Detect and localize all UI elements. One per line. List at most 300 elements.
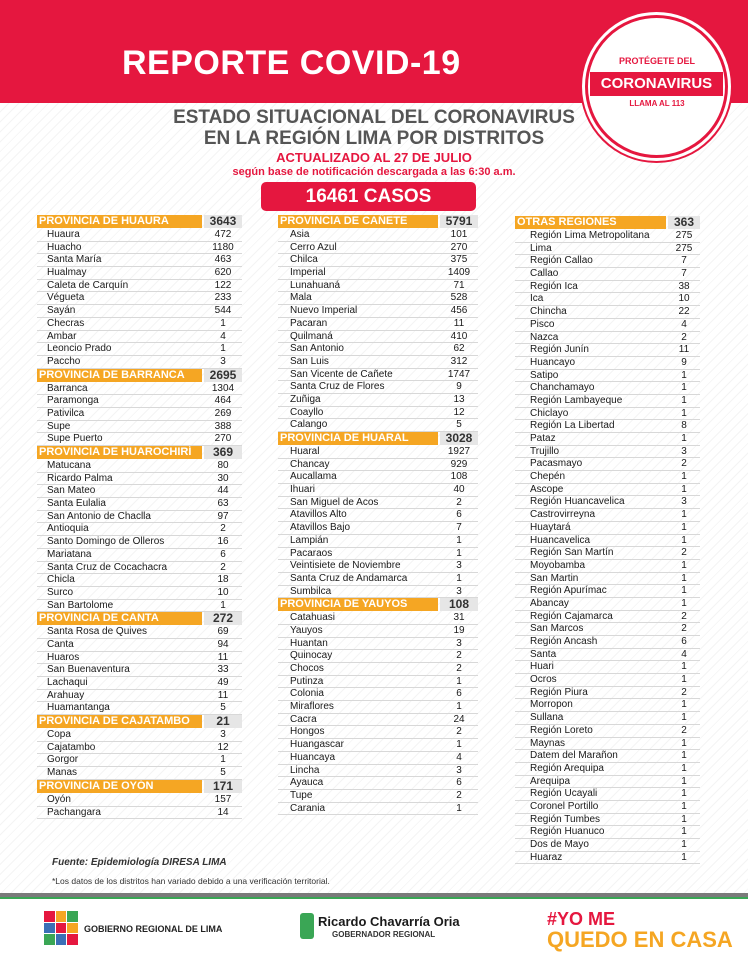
- district-cases: 2: [681, 458, 687, 470]
- district-name: Huaral: [290, 446, 320, 457]
- district-name: Abancay: [530, 597, 569, 609]
- district-name: Región La Libertad: [530, 420, 615, 432]
- district-cases: 3: [220, 355, 226, 367]
- district-cases: 1: [681, 369, 687, 381]
- district-cases: 375: [450, 254, 468, 266]
- district-name: Ica: [530, 293, 544, 305]
- table-row: [515, 598, 700, 611]
- table-row: [37, 794, 242, 807]
- table-row: [515, 738, 700, 751]
- district-cases: 1: [681, 597, 687, 609]
- table-row: [515, 585, 700, 598]
- table-row: [37, 343, 242, 356]
- district-name: Castrovirreyna: [530, 509, 596, 521]
- district-name: Supe: [47, 420, 71, 432]
- table-row: [278, 663, 478, 676]
- district-cases: 33: [217, 664, 229, 676]
- district-name: Oyón: [47, 793, 71, 805]
- table-row: [37, 549, 242, 562]
- district-name: Región Tumbes: [530, 813, 601, 825]
- district-name: Región Ucayali: [530, 788, 598, 800]
- badge-bottom-text: LLAMA AL 113: [629, 99, 685, 108]
- district-name: Ambar: [47, 330, 77, 342]
- table-row: [37, 702, 242, 715]
- table-row: [278, 586, 478, 599]
- table-row: [37, 600, 242, 613]
- district-cases: 275: [675, 230, 693, 241]
- district-name: Huangascar: [290, 739, 344, 751]
- district-name: Región Ancash: [530, 636, 598, 647]
- district-cases: 157: [214, 793, 232, 805]
- table-row: [278, 688, 478, 701]
- district-cases: 1: [681, 737, 687, 749]
- district-name: Santa Eulalia: [47, 498, 106, 510]
- table-row: [278, 560, 478, 573]
- table-row: [278, 459, 478, 472]
- table-row: [278, 573, 478, 586]
- province-name: PROVINCIA DE OYÓN: [37, 780, 202, 793]
- district-cases: 1: [456, 701, 462, 713]
- district-cases: 5: [456, 419, 462, 431]
- table-row: [278, 625, 478, 638]
- governor-name: Ricardo Chavarría Oria: [318, 914, 460, 929]
- table-row: [37, 331, 242, 344]
- district-name: Chicla: [47, 574, 75, 586]
- district-cases: 40: [453, 484, 465, 496]
- table-row: [37, 767, 242, 780]
- district-name: Santa: [530, 648, 557, 660]
- district-name: San Buenaventura: [47, 664, 130, 676]
- table-row: [515, 395, 700, 408]
- district-cases: 2: [681, 686, 687, 698]
- table-row: [37, 652, 242, 665]
- table-row: [515, 674, 700, 687]
- district-cases: 11: [217, 689, 229, 701]
- slogan-line-1: #YO ME: [547, 909, 616, 929]
- table-row: [278, 803, 478, 816]
- table-row: [515, 458, 700, 471]
- district-cases: 2: [220, 523, 226, 535]
- district-name: Huaytará: [530, 521, 571, 533]
- table-row: [37, 498, 242, 511]
- table-row: [37, 677, 242, 690]
- table-row: [515, 712, 700, 725]
- district-cases: 3: [456, 764, 462, 776]
- report-title: REPORTE COVID-19: [122, 44, 461, 82]
- table-row: [515, 344, 700, 357]
- table-row: [278, 777, 478, 790]
- column-1: [37, 215, 242, 819]
- district-cases: 1: [681, 521, 687, 533]
- table-row: [37, 229, 242, 242]
- district-name: Región Cajamarca: [530, 610, 613, 622]
- table-row: [37, 742, 242, 755]
- district-cases: 1: [681, 509, 687, 521]
- table-row: [37, 292, 242, 305]
- district-cases: 22: [678, 306, 690, 318]
- table-row: [278, 548, 478, 561]
- district-cases: 1409: [447, 267, 471, 279]
- district-cases: 4: [456, 751, 462, 763]
- district-name: Gorgor: [47, 754, 79, 766]
- district-name: Región Lima Metropolitana: [530, 230, 650, 241]
- table-row: [515, 573, 700, 586]
- table-row: [37, 383, 242, 396]
- table-row: [515, 420, 700, 433]
- table-row: [278, 535, 478, 548]
- table-row: [278, 356, 478, 369]
- district-name: Huancaya: [290, 751, 336, 763]
- table-row: [37, 536, 242, 549]
- district-cases: 2: [681, 547, 687, 559]
- table-row: [515, 801, 700, 814]
- district-cases: 456: [450, 305, 468, 317]
- district-name: Pacaran: [290, 317, 328, 329]
- table-row: [278, 229, 478, 242]
- district-name: Ihuari: [290, 484, 316, 496]
- table-row: [37, 254, 242, 267]
- district-cases: 7: [681, 255, 687, 267]
- table-row: [515, 484, 700, 497]
- district-cases: 24: [453, 713, 465, 725]
- district-name: Huamantanga: [47, 702, 110, 714]
- district-cases: 2: [456, 663, 462, 674]
- table-row: [37, 408, 242, 421]
- district-cases: 14: [217, 806, 229, 818]
- district-name: Colonia: [290, 688, 324, 700]
- table-row: [278, 471, 478, 484]
- province-header: [37, 715, 242, 728]
- district-name: Cajatambo: [47, 741, 96, 753]
- table-row: [278, 305, 478, 318]
- district-name: Chepén: [530, 471, 566, 483]
- district-name: Pativilca: [47, 407, 85, 419]
- district-cases: 1: [681, 483, 687, 495]
- district-name: Ayauca: [290, 777, 324, 789]
- district-name: Putinza: [290, 675, 324, 687]
- table-row: [515, 446, 700, 459]
- table-row: [515, 763, 700, 776]
- district-cases: 94: [217, 638, 229, 650]
- table-row: [515, 433, 700, 446]
- district-name: Región San Martín: [530, 547, 614, 559]
- district-name: Atavillos Alto: [290, 509, 347, 521]
- province-name: PROVINCIA DE CANTA: [37, 612, 202, 625]
- district-name: Lima: [530, 242, 552, 254]
- district-name: San Mateo: [47, 485, 96, 497]
- district-cases: 2: [681, 623, 687, 635]
- district-name: Pachangara: [47, 806, 101, 818]
- table-row: [37, 729, 242, 742]
- table-row: [278, 394, 478, 407]
- district-name: Chanchamayo: [530, 382, 595, 394]
- district-cases: 2: [456, 650, 462, 662]
- district-cases: 12: [217, 741, 229, 753]
- district-name: Pataz: [530, 433, 556, 444]
- province-header: [278, 598, 478, 611]
- district-cases: 410: [450, 330, 468, 342]
- district-cases: 1: [681, 762, 687, 774]
- district-name: Checras: [47, 317, 85, 329]
- district-cases: 1: [220, 599, 226, 611]
- district-name: Tupe: [290, 789, 313, 801]
- slogan-line-2: QUEDO EN CASA: [547, 927, 733, 952]
- table-row: [37, 280, 242, 293]
- district-cases: 49: [217, 677, 229, 688]
- table-row: [515, 623, 700, 636]
- district-name: Región Callao: [530, 255, 593, 267]
- province-total: 171: [204, 780, 242, 793]
- district-name: San Antonio: [290, 343, 344, 355]
- district-name: Región Apurímac: [530, 585, 607, 597]
- district-name: Santa Cruz de Flores: [290, 381, 385, 393]
- table-row: [515, 636, 700, 649]
- table-row: [278, 765, 478, 778]
- district-cases: 1927: [447, 446, 471, 457]
- district-name: Antioquia: [47, 523, 89, 535]
- table-row: [278, 484, 478, 497]
- district-name: Lincha: [290, 764, 320, 776]
- district-name: Santo Domingo de Olleros: [47, 536, 165, 548]
- district-name: Región Lambayeque: [530, 394, 623, 406]
- table-row: [515, 306, 700, 319]
- province-name: PROVINCIA DE HUAURA: [37, 215, 202, 228]
- district-cases: 1: [220, 343, 226, 355]
- district-cases: 4: [681, 648, 687, 660]
- table-row: [278, 343, 478, 356]
- table-row: [278, 612, 478, 625]
- table-row: [37, 562, 242, 575]
- column-3: [515, 216, 700, 864]
- table-row: [515, 243, 700, 256]
- district-cases: 62: [453, 343, 465, 355]
- province-total: 108: [440, 598, 478, 611]
- district-name: Huaura: [47, 229, 80, 240]
- gobierno-regional-logo-icon: [44, 911, 78, 945]
- province-name: PROVINCIA DE CAÑETE: [278, 215, 438, 228]
- table-row: [515, 281, 700, 294]
- table-row: [515, 839, 700, 852]
- province-header: [37, 446, 242, 459]
- district-cases: 5: [220, 767, 226, 779]
- district-cases: 10: [217, 586, 229, 598]
- district-name: Lampián: [290, 534, 329, 546]
- district-cases: 122: [214, 279, 232, 291]
- district-name: Huancavelica: [530, 534, 591, 546]
- district-cases: 2: [456, 789, 462, 801]
- province-name: PROVINCIA DE YAUYOS: [278, 598, 438, 611]
- district-name: Hongos: [290, 726, 325, 738]
- district-name: Ascope: [530, 483, 564, 495]
- table-row: [515, 776, 700, 789]
- district-name: Cerro Azul: [290, 241, 337, 253]
- district-cases: 1: [681, 407, 687, 419]
- gobierno-regional-name: GOBIERNO REGIONAL DE LIMA: [84, 924, 223, 934]
- district-cases: 1: [681, 699, 687, 711]
- table-row: [278, 790, 478, 803]
- total-cases-badge: 16461 CASOS: [261, 182, 476, 211]
- table-row: [515, 255, 700, 268]
- district-name: Chincha: [530, 306, 567, 318]
- district-name: Copa: [47, 729, 71, 741]
- column-2: [278, 215, 478, 815]
- province-header: [37, 612, 242, 625]
- district-cases: 9: [456, 381, 462, 393]
- district-cases: 1: [681, 826, 687, 838]
- district-name: Catahuasi: [290, 612, 336, 624]
- district-cases: 6: [456, 509, 462, 521]
- table-row: [37, 626, 242, 639]
- table-row: [515, 699, 700, 712]
- subtitle-line-1: ESTADO SITUACIONAL DEL CORONAVIRUS: [173, 107, 575, 128]
- district-name: Caleta de Carquín: [47, 279, 129, 291]
- district-cases: 3: [681, 445, 687, 457]
- district-cases: 1747: [447, 368, 471, 380]
- table-row: [515, 852, 700, 865]
- table-row: [515, 370, 700, 383]
- district-name: Lachaqui: [47, 677, 88, 688]
- district-name: Atavillos Bajo: [290, 522, 351, 534]
- district-cases: 1: [681, 712, 687, 724]
- district-cases: 2: [456, 496, 462, 508]
- district-name: Sullana: [530, 712, 564, 724]
- subtitle-line-2: EN LA REGIÓN LIMA POR DISTRITOS: [203, 128, 545, 149]
- province-total: 2695: [204, 369, 242, 382]
- province-total: 5791: [440, 215, 478, 228]
- district-name: Trujillo: [530, 445, 560, 457]
- district-cases: 233: [214, 292, 232, 304]
- district-cases: 269: [214, 407, 232, 419]
- table-row: [515, 230, 700, 243]
- district-name: Miraflores: [290, 701, 334, 713]
- district-cases: 1: [681, 534, 687, 546]
- governor-role: GOBERNADOR REGIONAL: [332, 930, 436, 939]
- district-cases: 1: [681, 471, 687, 483]
- district-name: San Bartolome: [47, 599, 114, 611]
- district-name: Ricardo Palma: [47, 472, 113, 484]
- table-row: [515, 725, 700, 738]
- table-row: [37, 395, 242, 408]
- district-cases: 1: [456, 547, 462, 559]
- table-row: [37, 242, 242, 255]
- table-row: [37, 587, 242, 600]
- table-row: [37, 664, 242, 677]
- district-cases: 270: [214, 433, 232, 445]
- table-row: [278, 509, 478, 522]
- district-cases: 11: [453, 317, 465, 329]
- district-cases: 13: [453, 393, 465, 405]
- table-row: [278, 369, 478, 382]
- table-row: [278, 381, 478, 394]
- notification-basis: según base de notificación descargada a las 6:30 a.m.: [232, 166, 516, 178]
- district-name: Canta: [47, 638, 74, 650]
- district-cases: 1: [681, 382, 687, 394]
- district-name: Zuñiga: [290, 393, 321, 405]
- table-row: [37, 356, 242, 369]
- province-name: PROVINCIA DE CAJATAMBO: [37, 715, 202, 728]
- district-name: Callao: [530, 268, 559, 280]
- district-name: Quilmaná: [290, 330, 333, 342]
- table-row: [278, 242, 478, 255]
- province-header: [278, 432, 478, 445]
- district-name: Arequipa: [530, 775, 571, 787]
- district-name: Cacra: [290, 713, 317, 725]
- district-cases: 1304: [211, 382, 235, 394]
- district-cases: 4: [220, 330, 226, 342]
- governor-logo-icon: [300, 913, 314, 939]
- table-row: [278, 318, 478, 331]
- district-name: Barranca: [47, 382, 88, 394]
- district-cases: 1: [456, 739, 462, 751]
- table-row: [278, 752, 478, 765]
- district-cases: 69: [217, 626, 229, 638]
- province-name: PROVINCIA DE HUARAL: [278, 432, 438, 445]
- source-text: Fuente: Epidemiología DIRESA LIMA: [52, 857, 227, 868]
- table-row: [278, 676, 478, 689]
- table-row: [37, 807, 242, 820]
- table-row: [515, 293, 700, 306]
- district-name: Pacasmayo: [530, 458, 583, 470]
- district-cases: 1: [681, 775, 687, 787]
- district-cases: 1: [681, 813, 687, 825]
- district-name: Manas: [47, 767, 78, 779]
- table-row: [278, 280, 478, 293]
- table-row: [37, 433, 242, 446]
- district-cases: 31: [453, 612, 465, 624]
- table-row: [278, 407, 478, 420]
- district-cases: 1: [681, 661, 687, 673]
- table-row: [37, 460, 242, 473]
- district-name: Morropon: [530, 699, 573, 711]
- table-row: [515, 522, 700, 535]
- district-name: Ocros: [530, 674, 557, 686]
- district-cases: 2: [681, 610, 687, 622]
- province-header: [37, 215, 242, 228]
- district-name: Huantan: [290, 637, 328, 649]
- district-name: Sumbilca: [290, 585, 332, 597]
- district-cases: 1180: [212, 241, 234, 253]
- district-name: Chancay: [290, 458, 330, 470]
- district-name: San Marcos: [530, 623, 584, 635]
- district-cases: 11: [217, 651, 229, 663]
- district-name: Huancayo: [530, 356, 576, 368]
- district-cases: 929: [450, 458, 468, 470]
- district-name: Imperial: [290, 267, 326, 279]
- table-row: [37, 473, 242, 486]
- district-cases: 464: [214, 395, 232, 407]
- district-cases: 7: [456, 522, 462, 534]
- province-total: 3028: [440, 432, 478, 445]
- district-cases: 19: [453, 624, 465, 636]
- district-cases: 1: [681, 839, 687, 850]
- district-cases: 1: [681, 559, 687, 571]
- district-name: Satipo: [530, 369, 559, 381]
- table-row: [37, 267, 242, 280]
- district-cases: 7: [681, 268, 687, 280]
- district-cases: 1: [220, 754, 226, 766]
- district-name: Santa Rosa de Quives: [47, 626, 148, 638]
- table-row: [37, 318, 242, 331]
- province-name: PROVINCIA DE HUAROCHIRÍ: [37, 446, 202, 459]
- district-name: Matucana: [47, 460, 91, 471]
- district-cases: 1: [456, 802, 462, 814]
- province-header: [37, 780, 242, 793]
- table-row: [515, 509, 700, 522]
- table-row: [515, 535, 700, 548]
- table-row: [278, 701, 478, 714]
- district-name: Pacaraos: [290, 547, 333, 559]
- district-cases: 1: [681, 800, 687, 812]
